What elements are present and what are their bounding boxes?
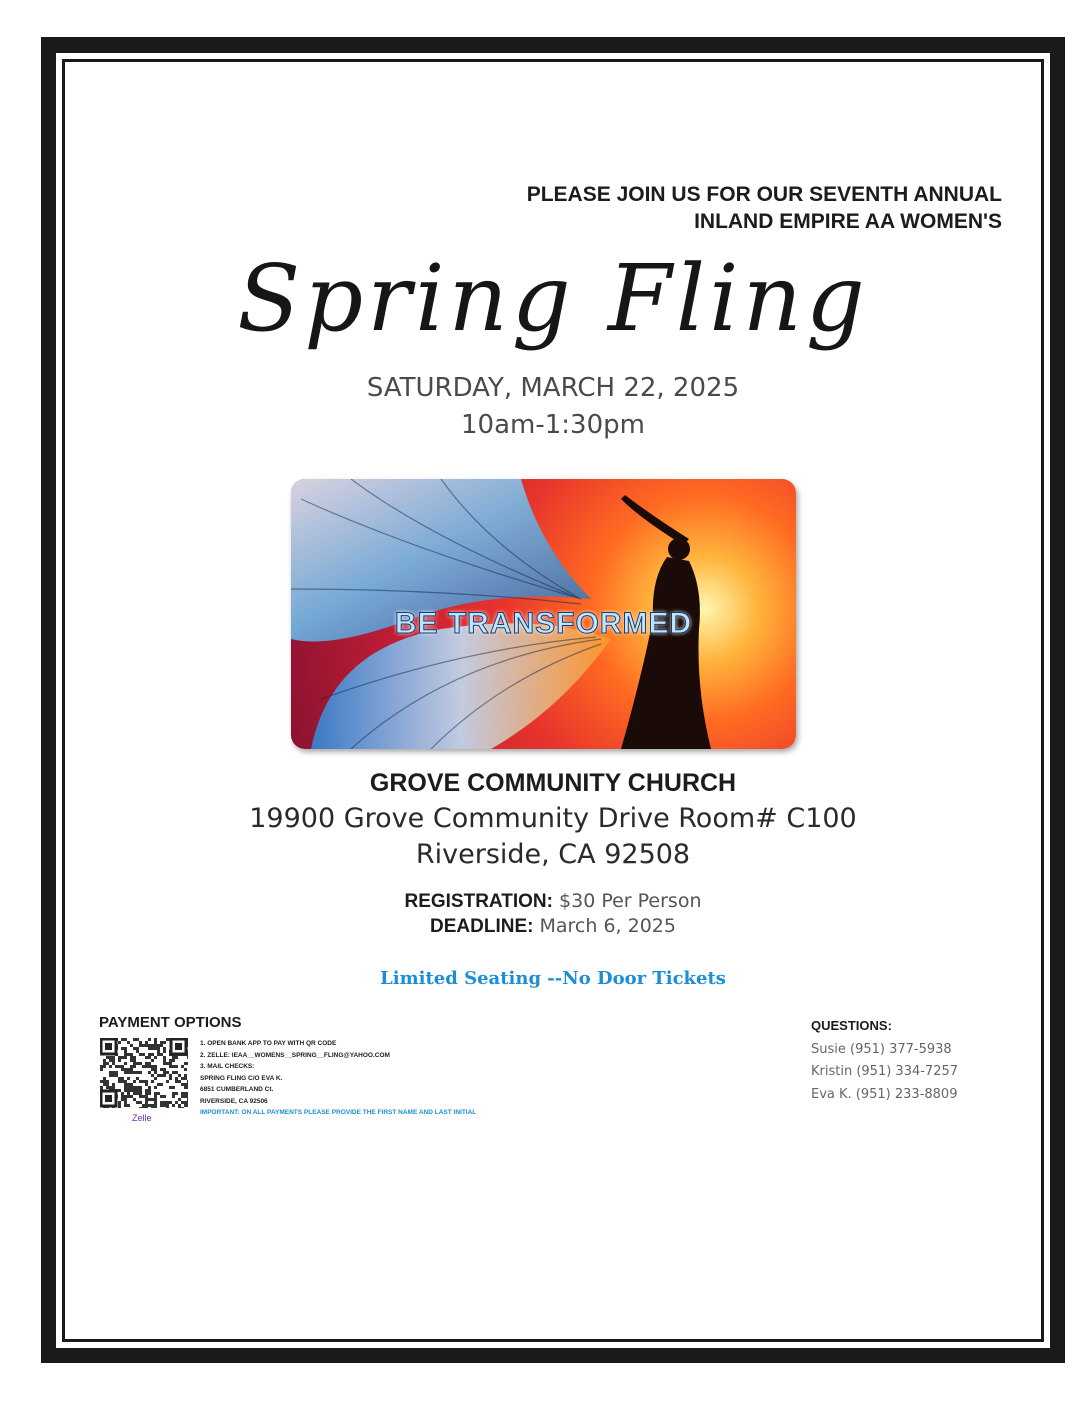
- registration-value: $30 Per Person: [559, 890, 702, 912]
- event-title: Spring Fling: [237, 245, 869, 352]
- payment-line: SPRING FLING C/O EVA K.: [200, 1074, 283, 1082]
- qr-code-icon: [100, 1038, 188, 1108]
- registration-fee: [66, 890, 1040, 913]
- seating-notice: Limited Seating --No Door Tickets: [380, 968, 726, 989]
- payment-line: 2. ZELLE: IEAA__WOMENS__SPRING__FLING@YAHOO.COM: [200, 1051, 390, 1059]
- event-time: 10am-1:30pm: [461, 410, 645, 440]
- questions-title: QUESTIONS:: [811, 1018, 892, 1033]
- deadline-label: DEADLINE:: [430, 916, 534, 937]
- registration-deadline: [66, 915, 1040, 938]
- payment-line: 1. OPEN BANK APP TO PAY WITH QR CODE: [200, 1040, 337, 1047]
- intro-line-1: PLEASE JOIN US FOR OUR SEVENTH ANNUAL: [526, 183, 1002, 206]
- flyer: [66, 63, 1040, 1338]
- intro-text: [527, 181, 1002, 235]
- registration-label: REGISTRATION:: [404, 891, 553, 912]
- hero-caption: BE TRANSFORMED: [394, 607, 693, 640]
- zelle-logo: Zelle: [132, 1113, 152, 1123]
- payment-important-note: IMPORTANT: ON ALL PAYMENTS PLEASE PROVIDE THE FIRST NAME AND LAST INITIAL: [200, 1109, 477, 1116]
- payment-options-title: PAYMENT OPTIONS: [99, 1014, 242, 1031]
- contact-kristin: Kristin (951) 334-7257: [811, 1064, 959, 1079]
- contact-susie: Susie (951) 377-5938: [811, 1042, 952, 1057]
- venue-name: GROVE COMMUNITY CHURCH: [369, 769, 737, 797]
- venue-address-line-1: 19900 Grove Community Drive Room# C100: [249, 803, 857, 834]
- event-date: SATURDAY, MARCH 22, 2025: [366, 373, 740, 403]
- venue-address-line-2: Riverside, CA 92508: [415, 839, 691, 870]
- payment-line: 3. MAIL CHECKS:: [200, 1063, 255, 1070]
- payment-instructions: [200, 1038, 476, 1119]
- hero-image: [291, 479, 796, 749]
- payment-line: 6851 CUMBERLAND Ct.: [200, 1086, 274, 1093]
- deadline-value: March 6, 2025: [539, 915, 676, 937]
- intro-line-2: INLAND EMPIRE AA WOMEN'S: [694, 210, 1002, 233]
- contact-eva: Eva K. (951) 233-8809: [811, 1087, 958, 1102]
- payment-line: RIVERSIDE, CA 92506: [200, 1097, 268, 1105]
